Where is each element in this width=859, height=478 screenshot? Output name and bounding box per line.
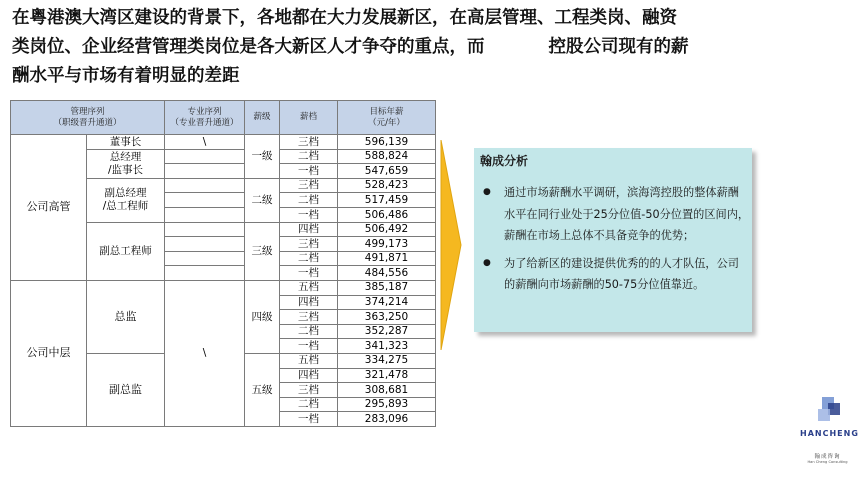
prof-seq-cell (165, 222, 245, 237)
title-line-2-head: 类岗位、企业经营管理类岗位是各大新区人才争夺的重点，而 (12, 37, 485, 57)
band-cell: 二档 (280, 397, 338, 412)
group-middle-cell: 公司中层 (11, 280, 87, 426)
salary-cell: 506,492 (338, 222, 436, 237)
prof-seq-backslash-mid: \ (165, 280, 245, 426)
band-cell: 二档 (280, 251, 338, 266)
salary-cell: 491,871 (338, 251, 436, 266)
salary-cell: 528,423 (338, 178, 436, 193)
salary-cell: 499,173 (338, 237, 436, 252)
position-gm-cell: 总经理 /监事长 (87, 149, 165, 178)
band-cell: 四档 (280, 222, 338, 237)
slide-title (12, 4, 732, 91)
grade-5-cell: 五级 (245, 353, 280, 426)
table-row (11, 280, 436, 295)
band-cell: 二档 (280, 149, 338, 164)
chevron-arrow-icon (440, 140, 462, 350)
analysis-bullet-2-text: 为了给新区的建设提供优秀的的人才队伍，公司的薪酬向市场薪酬的50-75分位值靠近。 (504, 256, 739, 291)
header-mgmt-seq: 管理序列 （职级晋升通道） (11, 101, 165, 135)
logo-mark-icon (808, 395, 848, 427)
grade-3-cell: 三级 (245, 222, 280, 280)
band-cell: 一档 (280, 412, 338, 427)
band-cell: 三档 (280, 383, 338, 398)
band-cell: 四档 (280, 295, 338, 310)
prof-seq-cell (165, 266, 245, 281)
salary-cell: 517,459 (338, 193, 436, 208)
position-chairman-cell: 董事长 (87, 135, 165, 150)
title-line-2-tail: 控股公司现有的薪 (548, 37, 689, 57)
salary-cell: 341,323 (338, 339, 436, 354)
prof-seq-cell (165, 251, 245, 266)
title-line-1: 在粤港澳大湾区建设的背景下，各地都在大力发展新区，在高层管理、工程类岗、融资 (12, 8, 677, 28)
salary-cell: 588,824 (338, 149, 436, 164)
analysis-bullet-2 (474, 253, 752, 296)
salary-cell: 385,187 (338, 280, 436, 295)
position-dgm-cell: 副总经理 /总工程师 (87, 178, 165, 222)
company-logo (800, 395, 859, 475)
title-line-2 (12, 33, 732, 62)
position-director-cell: 总监 (87, 280, 165, 353)
band-cell: 三档 (280, 237, 338, 252)
prof-seq-cell (165, 193, 245, 208)
band-cell: 五档 (280, 280, 338, 295)
band-cell: 二档 (280, 193, 338, 208)
header-prof-seq: 专业序列 （专业晋升通道） (165, 101, 245, 135)
salary-cell: 506,486 (338, 207, 436, 222)
salary-table (10, 100, 436, 427)
band-cell: 一档 (280, 164, 338, 179)
position-deputy-director-cell: 副总监 (87, 353, 165, 426)
analysis-list (474, 182, 752, 302)
bullet-dot-icon: ● (483, 187, 491, 197)
prof-seq-cell (165, 149, 245, 164)
salary-cell: 374,214 (338, 295, 436, 310)
grade-1-cell: 一级 (245, 135, 280, 179)
band-cell: 四档 (280, 368, 338, 383)
band-cell: 一档 (280, 207, 338, 222)
salary-cell: 363,250 (338, 310, 436, 325)
group-senior-cell: 公司高管 (11, 135, 87, 281)
logo-cn-name: 翰成咨询 (814, 454, 841, 460)
title-line-3: 酬水平与市场有着明显的差距 (12, 66, 240, 86)
band-cell: 三档 (280, 310, 338, 325)
salary-cell: 352,287 (338, 324, 436, 339)
header-target-salary: 目标年薪 （元/年） (338, 101, 436, 135)
bullet-dot-icon: ● (483, 257, 491, 268)
prof-seq-cell (165, 207, 245, 222)
salary-cell: 283,096 (338, 412, 436, 427)
band-cell: 三档 (280, 135, 338, 150)
salary-cell: 334,275 (338, 353, 436, 368)
salary-cell: 295,893 (338, 397, 436, 412)
band-cell: 三档 (280, 178, 338, 193)
prof-seq-cell (165, 178, 245, 193)
logo-en-name: Han Cheng Consulting (807, 460, 848, 464)
salary-cell: 596,139 (338, 135, 436, 150)
analysis-bullet-1 (474, 182, 752, 247)
salary-cell: 308,681 (338, 383, 436, 398)
salary-cell: 547,659 (338, 164, 436, 179)
position-dce-cell: 副总工程师 (87, 222, 165, 280)
analysis-title: 翰成分析 (480, 154, 529, 168)
logo-wordmark: HANCHENG (800, 429, 859, 438)
prof-seq-cell (165, 237, 245, 252)
salary-cell: 484,556 (338, 266, 436, 281)
grade-2-cell: 二级 (245, 178, 280, 222)
prof-seq-backslash-top: \ (165, 135, 245, 150)
header-band: 薪档 (280, 101, 338, 135)
band-cell: 二档 (280, 324, 338, 339)
grade-4-cell: 四级 (245, 280, 280, 353)
table-header-row (11, 101, 436, 135)
band-cell: 一档 (280, 339, 338, 354)
analysis-bullet-1-text: 通过市场薪酬水平调研，滨海湾控股的整体薪酬水平在同行业处于25分位值-50分位置的区间内，薪酬在市场上总体不具备竞争的优势； (504, 186, 750, 242)
prof-seq-cell (165, 164, 245, 179)
analysis-box (474, 148, 752, 332)
band-cell: 一档 (280, 266, 338, 281)
table-row (11, 135, 436, 150)
salary-cell: 321,478 (338, 368, 436, 383)
band-cell: 五档 (280, 353, 338, 368)
header-grade: 薪级 (245, 101, 280, 135)
